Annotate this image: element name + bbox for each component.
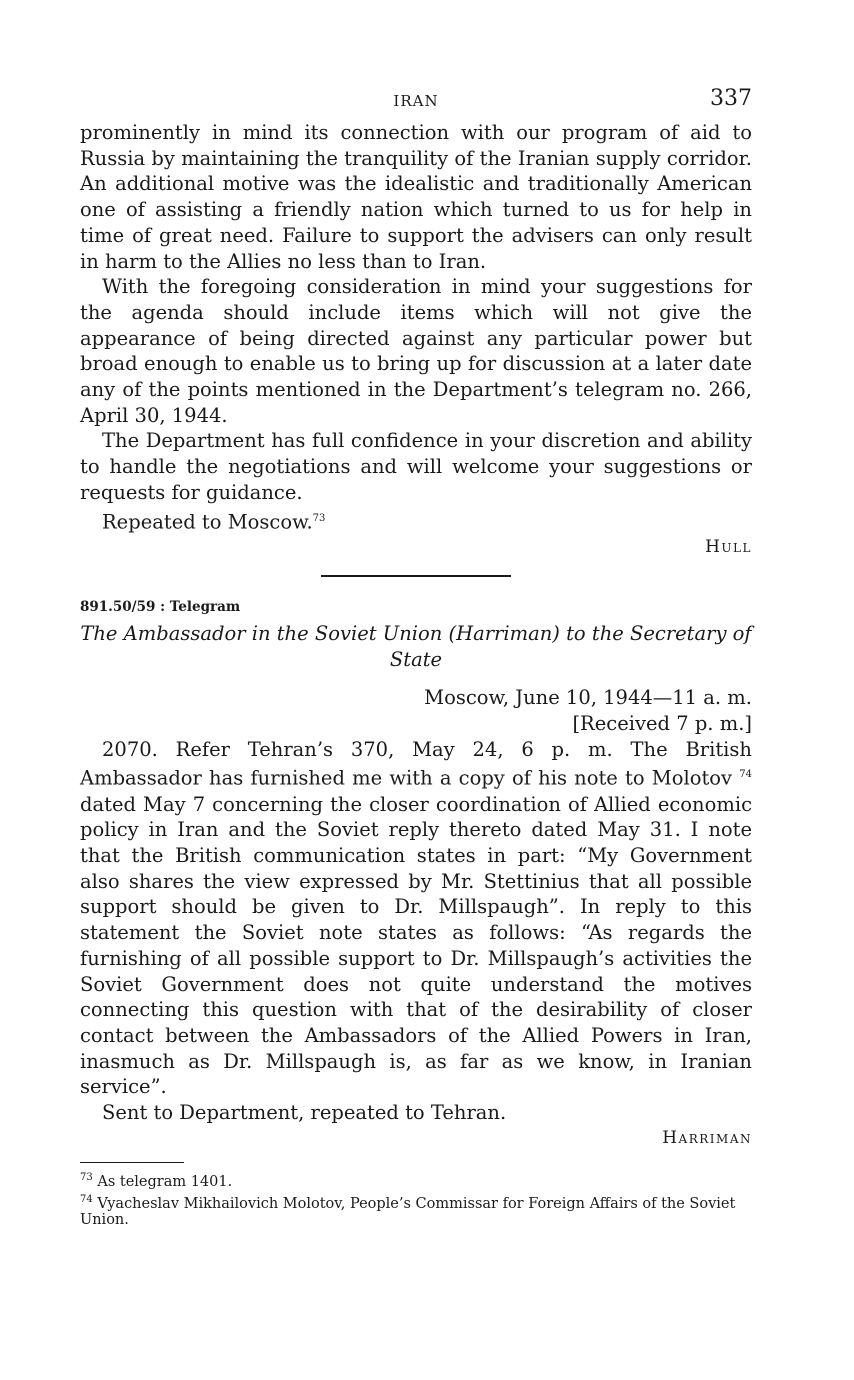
page-number: 337	[710, 86, 752, 111]
document-title: The Ambassador in the Soviet Union (Harriman) to the Secretary of State	[80, 621, 752, 671]
footnote-73	[80, 1169, 752, 1191]
dateline: Moscow, June 10, 1944—11 a. m.	[424, 685, 752, 709]
paragraph-continuation: prominently in mind its connection with our program of aid to Russia by maintaining the tranquility of the Iranian supply corridor. An additional motive was the idealistic and traditionally American one of assisting a friendly nation which turned to us for help in time of great need. Failure to support the advisers can only result in harm to the Allies no less than to Iran.	[80, 121, 752, 273]
footnote-mark-74: 74	[80, 1193, 93, 1205]
footnote-ref-73: 73	[312, 512, 326, 524]
section-divider	[321, 575, 511, 577]
telegram-body-part-1: 2070. Refer Tehran’s 370, May 24, 6 p. m. The British Ambassador has furnished me with a copy of his note to Molotov	[80, 737, 752, 790]
footnote-ref-74: 74	[739, 769, 752, 781]
telegram-body	[80, 737, 752, 1100]
telegram-body-part-2: dated May 7 concerning the closer coordination of Allied economic policy in Iran and the Soviet reply thereto dated May 31. I note that the British communication states in part: “My Government also shares the view expressed by Mr. Stettinius that all possible support should be given to Dr. Millspaugh”. In reply to this statement the Soviet note states as follows: “As regards the furnishing of all possible support to Dr. Millspaugh’s activities the Soviet Government does not quite understand the motives connecting this question with that of the desirability of closer contact between the Ambassadors of the Allied Powers in Iran, inasmuch as Dr. Millspaugh is, as far as we know, in Iranian service”.	[80, 792, 752, 1099]
signature-hull: Hull	[705, 536, 752, 557]
footnote-text-73: As telegram 1401.	[97, 1173, 233, 1190]
footnote-mark-73: 73	[80, 1171, 93, 1183]
received-line: [Received 7 p. m.]	[572, 711, 752, 735]
footnote-74	[80, 1191, 752, 1230]
file-reference: 891.50/59 : Telegram	[80, 598, 241, 615]
document-page	[80, 86, 752, 1229]
paragraph-agenda: With the foregoing consideration in mind your suggestions for the agenda should include items which will not give the appearance of being directed against any particular power but broad enough to enable us to bring up for discussion at a later date any of the points mentioned in the Department’s telegram no. 266, April 30, 1944.	[80, 275, 752, 427]
page-header	[80, 86, 752, 120]
footnote-divider	[80, 1162, 184, 1163]
running-head: IRAN	[393, 92, 439, 110]
repeated-text: Repeated to Moscow.	[102, 510, 313, 534]
closing-line: Sent to Department, repeated to Tehran.	[102, 1101, 507, 1125]
paragraph-confidence: The Department has full confidence in your discretion and ability to handle the negotiations and will welcome your suggestions or requests for guidance.	[80, 429, 752, 504]
paragraph-repeated	[80, 506, 752, 535]
footnote-text-74: Vyacheslav Mikhailovich Molotov, People’s Commissar for Foreign Affairs of the Soviet Union.	[80, 1195, 736, 1229]
signature-harriman: Harriman	[662, 1127, 752, 1148]
